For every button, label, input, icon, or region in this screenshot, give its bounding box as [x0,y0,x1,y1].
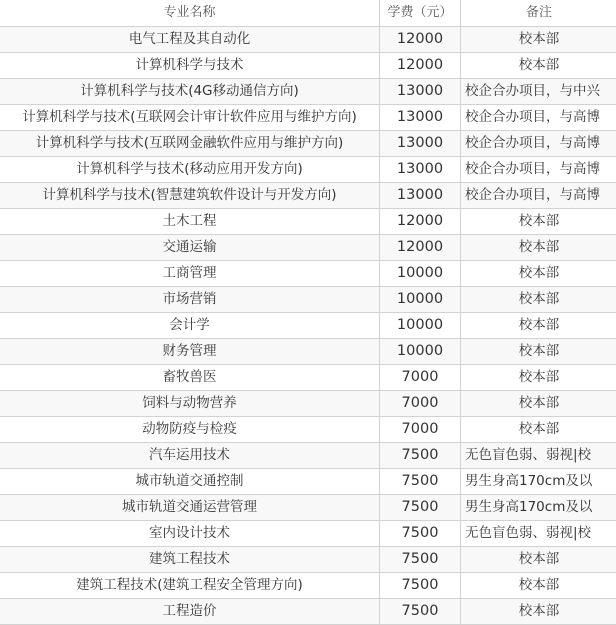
table-row [0,547,616,573]
major-cell: 饲料与动物营养 [0,391,380,417]
table-row [0,313,616,339]
major-cell: 计算机科学与技术(互联网金融软件应用与维护方向) [0,131,380,157]
table-row [0,209,616,235]
major-cell: 工商管理 [0,261,380,287]
note-cell: 校本部 [461,235,616,261]
fee-cell: 10000 [380,313,461,339]
table-row [0,365,616,391]
table-header-row [0,0,616,27]
table-row [0,495,616,521]
major-cell: 室内设计技术 [0,521,380,547]
header-fee: 学费（元） [380,0,461,27]
note-cell: 校企合办项目，与高博 [461,105,616,131]
fee-cell: 10000 [380,339,461,365]
note-cell: 校本部 [461,339,616,365]
header-note: 备注 [461,0,616,27]
major-cell: 计算机科学与技术(互联网会计审计软件应用与维护方向) [0,105,380,131]
table-row [0,573,616,599]
table-row [0,443,616,469]
header-major: 专业名称 [0,0,380,27]
note-cell: 校本部 [461,599,616,625]
major-cell: 计算机科学与技术(智慧建筑软件设计与开发方向) [0,183,380,209]
fee-cell: 13000 [380,183,461,209]
table-row [0,391,616,417]
table-row [0,469,616,495]
fee-cell: 7000 [380,365,461,391]
note-cell: 校本部 [461,287,616,313]
note-cell: 校企合办项目，与高博 [461,157,616,183]
note-cell: 校企合办项目，与高博 [461,183,616,209]
note-cell: 校本部 [461,313,616,339]
major-cell: 工程造价 [0,599,380,625]
major-cell: 交通运输 [0,235,380,261]
major-cell: 计算机科学与技术(4G移动通信方向) [0,79,380,105]
major-cell: 财务管理 [0,339,380,365]
table-row [0,157,616,183]
major-cell: 计算机科学与技术(移动应用开发方向) [0,157,380,183]
note-cell: 男生身高170cm及以 [461,495,616,521]
major-cell: 城市轨道交通控制 [0,469,380,495]
major-cell: 建筑工程技术 [0,547,380,573]
fee-cell: 12000 [380,235,461,261]
note-cell: 校本部 [461,27,616,53]
fee-cell: 7500 [380,443,461,469]
major-cell: 市场营销 [0,287,380,313]
fee-cell: 7500 [380,521,461,547]
fee-cell: 10000 [380,287,461,313]
fee-cell: 7500 [380,495,461,521]
fee-cell: 12000 [380,209,461,235]
major-cell: 汽车运用技术 [0,443,380,469]
fee-cell: 7500 [380,547,461,573]
table-row [0,339,616,365]
major-cell: 畜牧兽医 [0,365,380,391]
table-row [0,599,616,625]
table-row [0,53,616,79]
table-row [0,27,616,53]
note-cell: 校本部 [461,365,616,391]
major-cell: 动物防疫与检疫 [0,417,380,443]
fee-cell: 7000 [380,417,461,443]
note-cell: 校本部 [461,209,616,235]
note-cell: 校本部 [461,417,616,443]
note-cell: 男生身高170cm及以 [461,469,616,495]
table-row [0,105,616,131]
table-row [0,79,616,105]
fee-cell: 13000 [380,131,461,157]
fee-cell: 7000 [380,391,461,417]
note-cell: 校本部 [461,547,616,573]
note-cell: 无色盲色弱、弱视|校 [461,443,616,469]
fee-cell: 12000 [380,53,461,79]
major-cell: 土木工程 [0,209,380,235]
note-cell: 校本部 [461,573,616,599]
note-cell: 校本部 [461,53,616,79]
fee-cell: 13000 [380,105,461,131]
fee-cell: 13000 [380,157,461,183]
note-cell: 校本部 [461,261,616,287]
fee-cell: 12000 [380,27,461,53]
fee-cell: 7500 [380,469,461,495]
fee-cell: 13000 [380,79,461,105]
table-row [0,521,616,547]
major-cell: 电气工程及其自动化 [0,27,380,53]
note-cell: 校本部 [461,391,616,417]
table-row [0,261,616,287]
fee-cell: 7500 [380,573,461,599]
note-cell: 校企合办项目，与中兴 [461,79,616,105]
table-body [0,27,616,625]
major-cell: 建筑工程技术(建筑工程安全管理方向) [0,573,380,599]
note-cell: 校企合办项目，与高博 [461,131,616,157]
major-cell: 会计学 [0,313,380,339]
table-row [0,131,616,157]
major-cell: 计算机科学与技术 [0,53,380,79]
fee-cell: 7500 [380,599,461,625]
major-cell: 城市轨道交通运营管理 [0,495,380,521]
table-row [0,417,616,443]
table-row [0,235,616,261]
fee-cell: 10000 [380,261,461,287]
table-row [0,183,616,209]
table-row [0,287,616,313]
note-cell: 无色盲色弱、弱视|校 [461,521,616,547]
